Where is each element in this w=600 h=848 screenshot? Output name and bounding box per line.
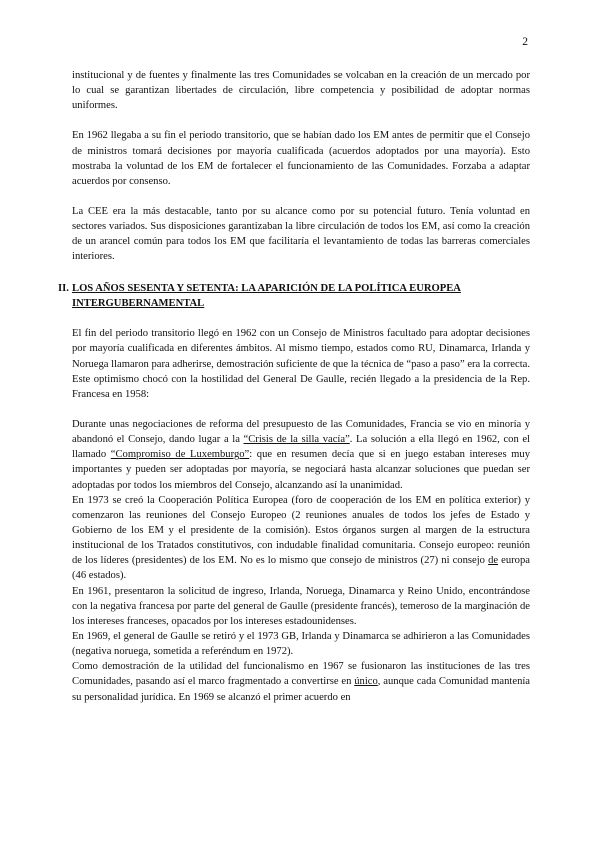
de-term: de bbox=[488, 555, 499, 567]
paragraph-funcionalismo bbox=[72, 659, 530, 704]
page-number: 2 bbox=[522, 36, 528, 48]
section-heading bbox=[58, 281, 530, 312]
paragraph-1961: En 1961, presentaron la solicitud de ingreso, Irlanda, Noruega, Dinamarca y Reino Unido, encontrándose con la negativa francesa por parte del general de Gaulle (presidente francés), temeroso de la marginación de los intereses franceses, opacados por los intereses estadounidenses. bbox=[72, 585, 530, 627]
document-body bbox=[58, 68, 531, 705]
p1973-text-1: En 1973 se creó la Cooperación Política Europea (foro de cooperación de los EM en política exterior) y comenzaron las reuniones del Consejo Europeo (2 reuniones anuales de todos los jefes de Estado y Gobierno de los EM y el presidente de la comisión). Estos órganos surgen al margen de la estructura institucional de los Tratados constitutivos, con indudable finalidad comunitaria. Consejo europeo: reunión de los líderes (presidentes) de los EM. No es lo mismo que consejo de ministros (27) ni consejo bbox=[72, 494, 530, 567]
crisis-text-2: . La solución a ella llegó en 1962, con el llamado bbox=[72, 434, 531, 461]
paragraph-crisis bbox=[72, 417, 530, 493]
compromise-term: “Compromiso de Luxemburgo” bbox=[110, 449, 250, 461]
paragraph-continuation: institucional y de fuentes y finalmente las tres Comunidades se volcaban en la creación de un mercado por lo cual se garantizan libertades de circulación, libre competencia y posibilidad de adoptar normas uniformes. bbox=[72, 70, 530, 112]
unico-term: único bbox=[354, 676, 378, 688]
paragraph-1962: En 1962 llegaba a su fin el periodo transitorio, que se habían dado los EM antes de permitir que el Consejo de ministros tomará decisiones por mayoría cualificada (acuerdos adoptados por una mayoría). Esto mostraba la voluntad de los EM de fortalecer el funcionamiento de las Comunidades. Forzaba a adaptar acuerdos por consenso. bbox=[72, 130, 530, 187]
paragraph-1973 bbox=[72, 493, 530, 584]
section-number: II. bbox=[58, 282, 69, 294]
paragraph-intro: El fin del periodo transitorio llegó en 1962 con un Consejo de Ministros facultado para adoptar decisiones por mayoría cualificada en diferentes ámbitos. Al mismo tiempo, estados como RU, Dinamarca, Irlanda y Noruega llamaron para adherirse, demostración suficiente de que la técnica de “paso a paso” era la correcta. Este optimismo chocó con la hostilidad del General De Gaulle, recién llegado a la presidencia de la Rep. Francesa en 1958: bbox=[72, 328, 530, 400]
crisis-text-1: Durante unas negociaciones de reforma del presupuesto de las Comunidades, Francia se vio en minoría y abandonó el Consejo, dando lugar a la bbox=[72, 418, 530, 446]
crisis-term: “Crisis de la silla vacía” bbox=[243, 434, 350, 446]
paragraph-1969: En 1969, el general de Gaulle se retiró y el 1973 GB, Irlanda y Dinamarca se adhirieron a las Comunidades (negativa noruega, sometida a referéndum en 1972). bbox=[72, 630, 530, 658]
crisis-text-3: : que en resumen decía que si en juego estaban intereses muy importantes y pueden ser adoptadas por mayoría, se negociará hasta alcanzar soluciones que puedan ser adoptadas por todos los miembros del Consejo, alcanzando así la unanimidad. bbox=[72, 449, 531, 491]
paragraph-cee: La CEE era la más destacable, tanto por su alcance como por su potencial futuro. Tenía voluntad en sectores variados. Sus disposiciones garantizaban la libre circulación de todos los EM, así como la creación de un arancel común para todos los EM que facilitaría el levantamiento de todas las barreras comerciales interiores. bbox=[72, 205, 530, 263]
section-title: LOS AÑOS SESENTA Y SETENTA: LA APARICIÓN DE LA POLÍTICA EUROPEA INTERGUBERNAMENTAL bbox=[72, 282, 461, 309]
func-text-1: Como demostración de la utilidad del funcionalismo en 1967 se fusionaron las instituciones de las tres Comunidades, pasando así el marco fragmentado a convertirse en bbox=[72, 661, 530, 688]
func-text-2: , aunque cada Comunidad mantenía su personalidad jurídica. En 1969 se alcanzó el primer acuerdo en bbox=[72, 676, 531, 703]
p1973-text-2: europa (46 estados). bbox=[72, 555, 530, 582]
